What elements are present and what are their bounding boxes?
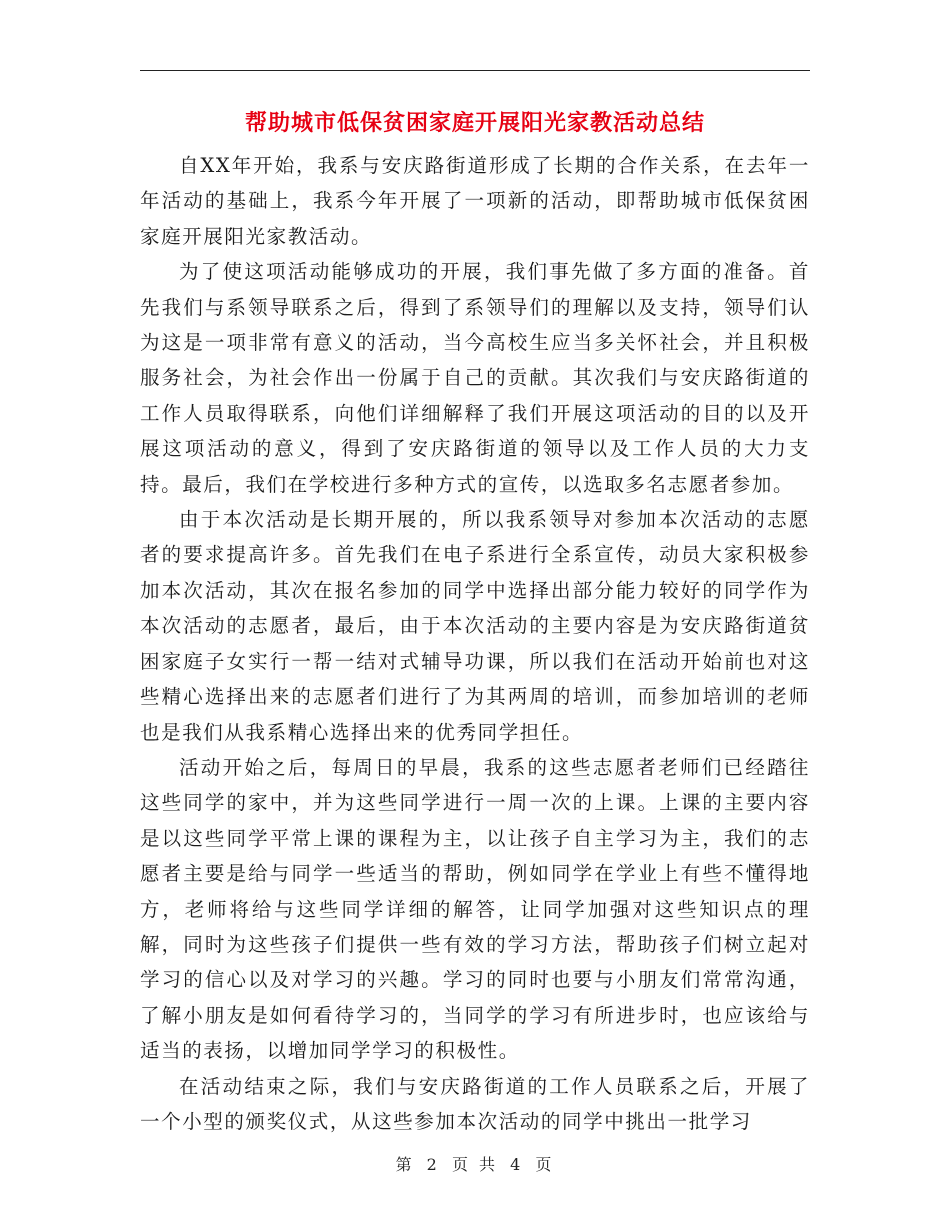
paragraph-5: 在活动结束之际，我们与安庆路街道的工作人员联系之后，开展了一个小型的颁奖仪式，从这些参加本次活动的同学中挑出一批学习: [140, 1074, 810, 1133]
paragraph-3: 由于本次活动是长期开展的，所以我系领导对参加本次活动的志愿者的要求提高许多。首先我们在电子系进行全系宣传，动员大家积极参加本次活动，其次在报名参加的同学中选择出部分能力较好的同学作为本次活动的志愿者，最后，由于本次活动的主要内容是为安庆路街道贫困家庭子女实行一帮一结对式辅导功课，所以我们在活动开始前也对这些精心选择出来的志愿者们进行了为其两周的培训，而参加培训的老师也是我们从我系精心选择出来的优秀同学担任。: [140, 508, 810, 744]
footer-prefix: 第: [395, 1155, 415, 1174]
header-rule: [140, 70, 810, 71]
footer-current-page: 2: [426, 1155, 440, 1174]
paragraph-4: 活动开始之后，每周日的早晨，我系的这些志愿者老师们已经踏往这些同学的家中，并为这些同学进行一周一次的上课。上课的主要内容是以这些同学平常上课的课程为主，以让孩子自主学习为主，我们的志愿者主要是给与同学一些适当的帮助，例如同学在学业上有些不懂得地方，老师将给与这些同学详细的解答，让同学加强对这些知识点的理解，同时为这些孩子们提供一些有效的学习方法，帮助孩子们树立起对学习的信心以及对学习的兴趣。学习的同时也要与小朋友们常常沟通，了解小朋友是如何看待学习的，当同学的学习有所进步时，也应该给与适当的表扬，以增加同学学习的积极性。: [140, 755, 810, 1063]
document-title: 帮助城市低保贫困家庭开展阳光家教活动总结: [244, 110, 705, 136]
page-footer: [0, 1152, 950, 1175]
document-body: [140, 148, 810, 1139]
paragraph-1: 自XX年开始，我系与安庆路街道形成了长期的合作关系，在去年一年活动的基础上，我系今年开展了一项新的活动，即帮助城市低保贫困家庭开展阳光家教活动。: [140, 154, 810, 248]
footer-suffix: 页: [535, 1155, 555, 1174]
footer-mid: 页 共: [451, 1155, 499, 1174]
paragraph-2: 为了使这项活动能够成功的开展，我们事先做了多方面的准备。首先我们与系领导联系之后，得到了系领导们的理解以及支持，领导们认为这是一项非常有意义的活动，当今高校生应当多关怀社会，并且积极服务社会，为社会作出一份属于自己的贡献。其次我们与安庆路街道的工作人员取得联系，向他们详细解释了我们开展这项活动的目的以及开展这项活动的意义，得到了安庆路街道的领导以及工作人员的大力支持。最后，我们在学校进行多种方式的宣传，以选取多名志愿者参加。: [140, 260, 810, 496]
footer-total-pages: 4: [510, 1155, 524, 1174]
